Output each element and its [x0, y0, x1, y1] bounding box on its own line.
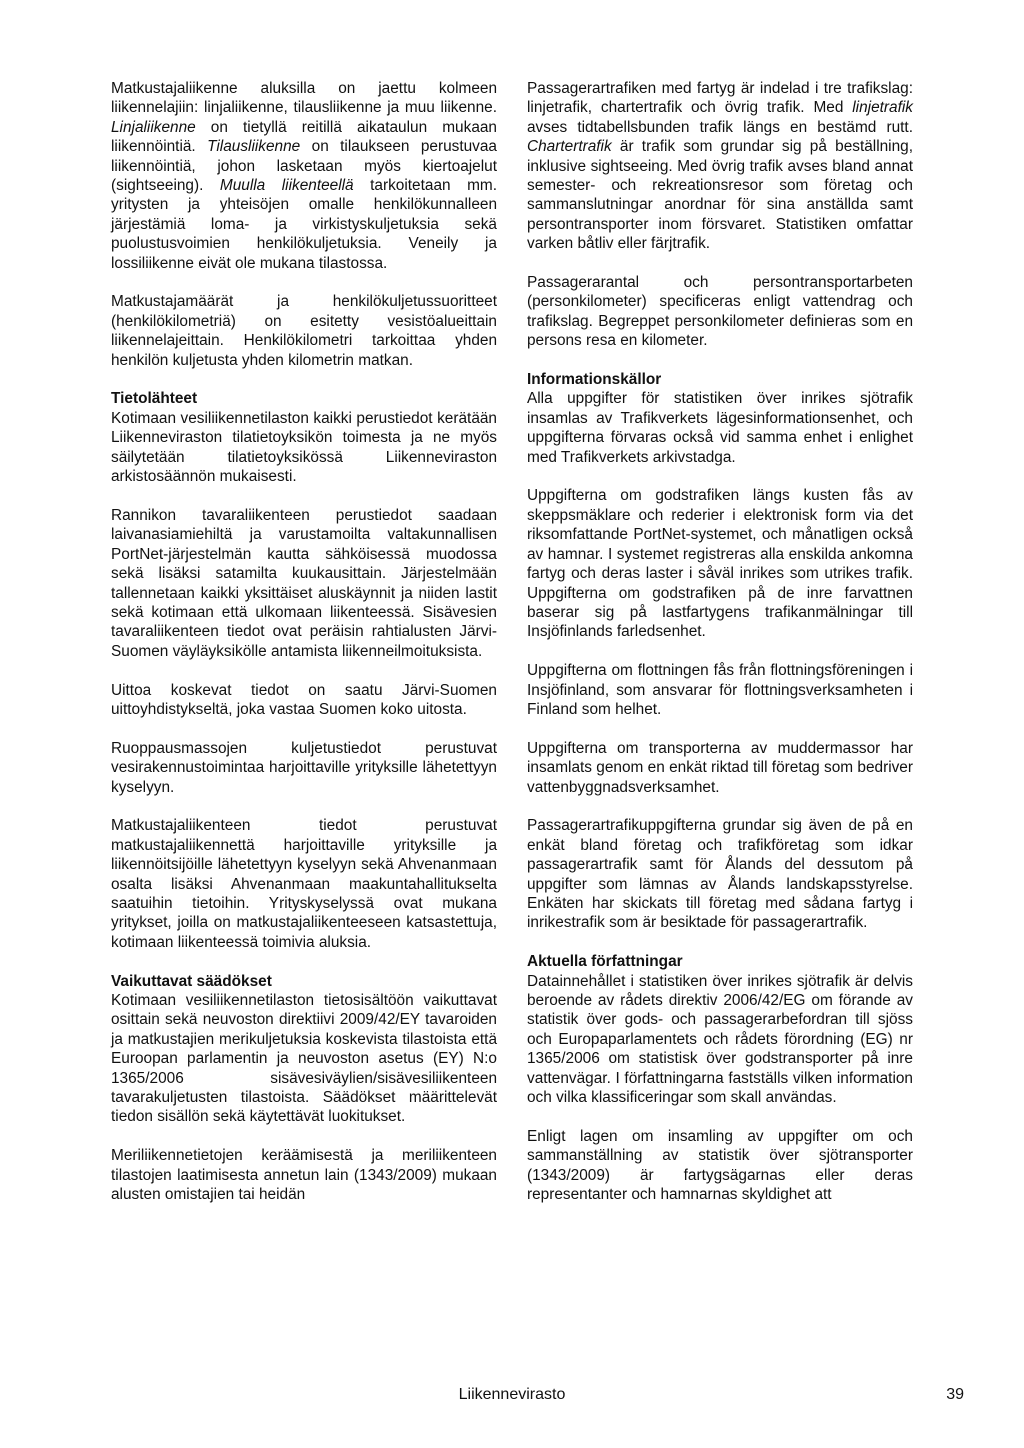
heading-sources-sv: Informationskällor [527, 371, 662, 389]
term-linjaliikenne: Linjaliikenne [111, 118, 196, 136]
paragraph-regulations-2-fi: Meriliikennetietojen keräämisestä ja meriliikenteen tilastojen laatimisesta annetun lain (1343/2009) mukaan alusten omistajien tai heidän [111, 1147, 497, 1204]
paragraph-sources-5-sv: Passagerartrafikuppgifterna grundar sig även de på en enkät bland företag och trafikföretag som idkar passagerartrafik samt för Ålands del dessutom på uppgifter som lämnas av Ålands landskapsstyrelse. Enkäten har skickats till företag med sådana fartyg i inrikestrafik som är besiktade för passagerartrafik. [527, 817, 913, 932]
paragraph-sources-2-fi: Rannikon tavaraliikenteen perustiedot saadaan laivanasiamiehiltä ja varustamoilta valtakunnallisen PortNet-järjestelmän kautta sähköisessä muodossa sekä lisäksi satamilta kuukausittain. Järjestelmään tallennetaan kaikki yksittäiset aluskäynnit ja niiden lastit sekä kotimaan että ulkomaan liikenteessä. Sisävesien tavaraliikenteen tiedot ovat peräisin rahtialusten Järvi-Suomen väyläyksikölle antamista liikenneilmoituksista. [111, 506, 497, 660]
heading-sources-fi: Tietolähteet [111, 390, 198, 408]
text: avses tidtabellsbunden trafik längs en bestämd rutt. [527, 118, 913, 136]
paragraph-sources-1-sv: Alla uppgifter för statistiken över inrikes sjötrafik insamlas av Trafikverkets lägesinformationsenhet, och uppgifterna förvaras också vid samma enhet i enlighet med Trafikverkets arkivstadga. [527, 390, 913, 466]
heading-regulations-fi: Vaikuttavat säädökset [111, 972, 272, 990]
text: Passagerartrafiken med fartyg är indelad i tre trafikslag: linjetrafik, chartertrafik och övrig trafik. Med [527, 80, 913, 117]
text: on tietyllä reitillä aikataulun mukaan liikennöintiä. [111, 118, 497, 156]
paragraph-sources-4-sv: Uppgifterna om transporterna av muddermassor har insamlats genom en enkät riktad till företag som bedriver vattenbyggnadsverksamhet. [527, 739, 913, 796]
paragraph-sources-3-fi: Uittoa koskevat tiedot on saatu Järvi-Suomen uittoyhdistykseltä, joka vastaa Suomen koko uitosta. [111, 681, 497, 718]
right-column-swedish [527, 79, 913, 1224]
text: tarkoitetaan mm. yritysten ja yhteisöjen omalle henkilökunnalleen järjestämiä loma- ja virkistyskuljetuksia sekä puolustusvoimien henkilökuljetuksia. Veneily ja lossiliikenne eivät ole mukana tilastossa. [111, 177, 497, 272]
text: Matkustajaliikenne aluksilla on jaettu kolmeen liikennelajiin: linjaliikenne, tilausliikenne ja muu liikenne. [111, 80, 497, 117]
paragraph-traffic-types-fi [111, 79, 497, 273]
term-muu-liikenne: Muulla liikenteellä [219, 177, 354, 195]
term-linjetrafik: linjetrafik [852, 99, 913, 117]
paragraph-regulations-1-fi: Kotimaan vesiliikennetilaston tietosisältöön vaikuttavat osittain sekä neuvoston direktiivi 2009/42/EY tavaroiden ja matkustajien merikuljetuksia koskevista tilastoista että Euroopan parlamentin ja neuvoston asetus (EY) N:o 1365/2006 sisävesiväylien/sisävesiliikenteen tavarakuljetusten tilastoista. Säädökset määrittelevät tiedon sisällön sekä käytettävät luokitukset. [111, 991, 497, 1126]
page-number: 39 [946, 1386, 964, 1403]
text: on tilaukseen perustuvaa liikennöintiä, johon lasketaan myös kiertoajelut (sightseeing). [111, 138, 497, 195]
paragraph-traffic-types-sv [527, 79, 913, 254]
paragraph-sources-2-sv: Uppgifterna om godstrafiken längs kusten fås av skeppsmäklare och rederier i elektronisk form via det riksomfattande PortNet-systemet, och månatligen också av hamnar. I systemet registreras alla enskilda ankomna fartyg och deras laster i såväl inrikes som utrikes trafik. Uppgifterna om godstrafiken på de inre farvattnen baserar sig på lastfartygens trafikanmälningar till Insjöfinlands farledsenhet. [527, 487, 913, 641]
heading-regulations-sv: Aktuella författningar [527, 953, 683, 971]
left-column-finnish [111, 79, 497, 1224]
text: är trafik som grundar sig på beställning, inklusive sightseeing. Med övrig trafik avses bland annat semester- och rekreationsresor som företag och sammanslutningar anordnar för sina anställda samt persontransporter inom försvaret. Statistiken omfattar varken båtliv eller färjtrafik. [527, 138, 913, 253]
paragraph-passenger-counts-fi: Matkustajamäärät ja henkilökuljetussuoritteet (henkilökilometriä) on esitetty vesistöalueittain liikennelajeittain. Henkilökilometri tarkoittaa yhden henkilön kuljetusta yhden kilometrin matkan. [111, 293, 497, 369]
paragraph-regulations-1-sv: Datainnehållet i statistiken över inrikes sjötrafik är delvis beroende av rådets direktiv 2006/42/EG om förande av statistik över gods- och passagerarbefordran till sjöss och Europaparlamentets och rådets förordning (EG) nr 1365/2006 om statistisk över godstransporter på inre vattenvägar. I författningarna fastställs vilken information och vilka klassificeringar som skall användas. [527, 972, 913, 1107]
paragraph-sources-4-fi: Ruoppausmassojen kuljetustiedot perustuvat vesirakennustoimintaa harjoittaville yrityksille lähetettyyn kyselyyn. [111, 739, 497, 796]
term-chartertrafik: Chartertrafik [527, 138, 612, 156]
paragraph-sources-3-sv: Uppgifterna om flottningen fås från flottningsföreningen i Insjöfinland, som ansvarar för flottningsverksamheten i Finland som helhet. [527, 662, 913, 718]
footer-publisher: Liikennevirasto [458, 1386, 566, 1403]
paragraph-sources-1-fi: Kotimaan vesiliikennetilaston kaikki perustiedot kerätään Liikenneviraston tilatietoyksikön toimesta ja ne myös säilytetään tilatietoyksikössä Liikenneviraston arkistosäännön mukaisesti. [111, 409, 497, 486]
term-tilausliikenne: Tilausliikenne [207, 138, 301, 156]
paragraph-sources-5-fi: Matkustajaliikenteen tiedot perustuvat matkustajaliikennettä harjoittaville yrityksille ja liikennöitsijöille lähetettyyn kyselyyn sekä Ahvenanmaan osalta lisäksi Ahvenanmaan maakuntahallitukselta saatuihin tietoihin. Yrityskyselyssä ovat mukana yritykset, joilla on matkustajaliikenteeseen katsastettuja, kotimaan liikenteessä toimivia aluksia. [111, 817, 497, 951]
paragraph-passenger-counts-sv: Passagerarantal och persontransportarbeten (personkilometer) specificeras enligt vattendrag och trafikslag. Begreppet personkilometer definieras som en persons resa en kilometer. [527, 274, 913, 350]
paragraph-regulations-2-sv: Enligt lagen om insamling av uppgifter om och sammanställning av statistik över sjötransporter (1343/2009) är fartygsägarnas eller deras representanter och hamnarnas skyldighet att [527, 1127, 913, 1204]
